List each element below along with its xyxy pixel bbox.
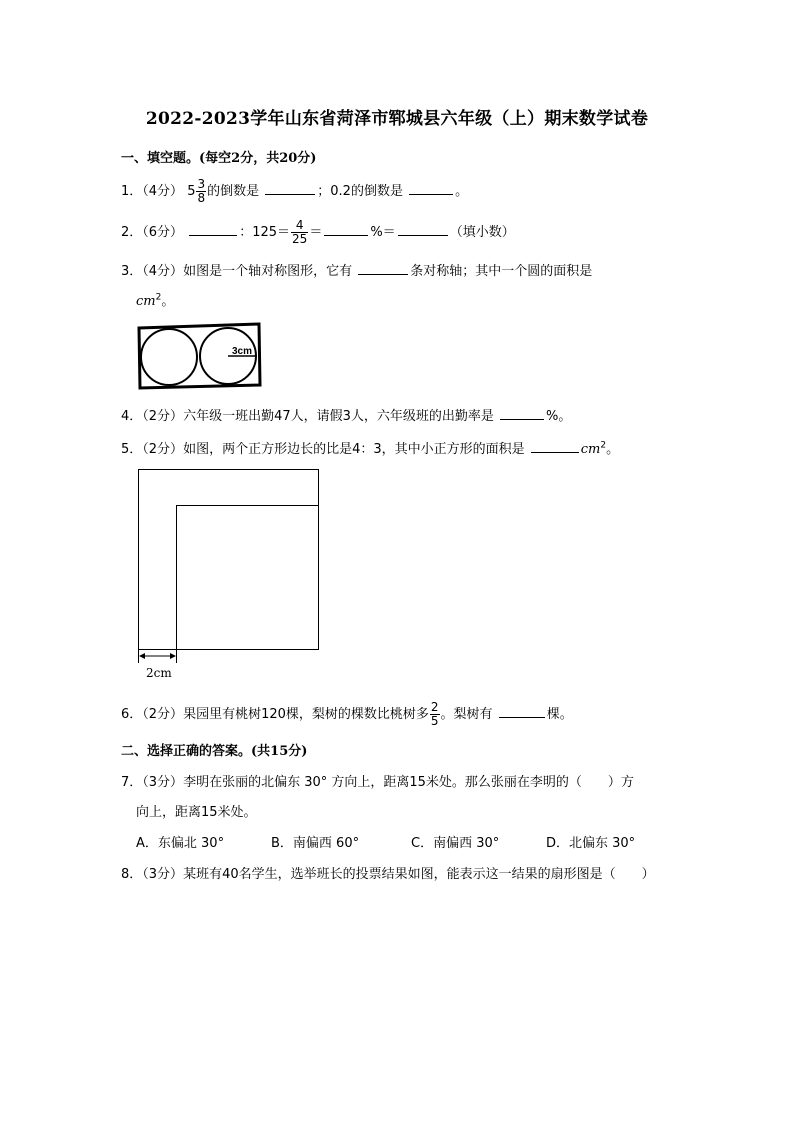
q1-text-1: 的倒数是 [207, 184, 260, 199]
q5-answer-blank[interactable] [531, 439, 579, 453]
q4-number: 4． [121, 409, 143, 424]
q1-answer-blank-2[interactable] [409, 181, 453, 195]
q3-text-1: 如图是一个轴对称图形，它有 [183, 264, 353, 279]
q1-mixed-whole: 5 [187, 184, 196, 199]
q4-answer-blank[interactable] [500, 406, 544, 420]
q5-text-1: 如图，两个正方形边长的比是4：3，其中小正方形的面积是 [183, 442, 525, 457]
q7-option-a[interactable]: A．东偏北 30° [136, 836, 225, 851]
q1-text-2: ；0.2的倒数是 [317, 184, 403, 199]
question-4 [121, 405, 571, 424]
q5-score: （2分） [142, 442, 184, 457]
q2-answer-blank-3[interactable] [398, 222, 448, 236]
q7-score: （3分） [142, 775, 184, 790]
q5-unit: cm [580, 442, 601, 457]
q6-fraction-numerator: 2 [430, 700, 439, 714]
q3-figure-label: 3cm [232, 346, 253, 357]
q7-text-1: 李明在张丽的北偏东 30° 方向上，距离15米处。那么张丽在李明的（ ）方 [183, 775, 634, 790]
q6-text-2: 。梨树有 [440, 707, 493, 722]
q5-figure-big-square [139, 470, 319, 650]
q6-answer-blank[interactable] [499, 704, 545, 718]
q7-number: 7． [121, 775, 143, 790]
q8-text-1: 某班有40名学生，选举班长的投票结果如图，能表示这一结果的扇形图是（ ） [183, 867, 655, 882]
q1-fraction [196, 178, 206, 205]
q3-figure-left-circle [141, 329, 197, 385]
q1-fraction-numerator: 3 [197, 177, 206, 191]
q2-text-2: ＝ [309, 225, 323, 240]
question-3 [121, 260, 592, 279]
q3-text-2: 条对称轴；其中一个圆的面积是 [410, 264, 593, 279]
question-5 [121, 438, 619, 457]
q6-number: 6． [121, 707, 143, 722]
q3-figure-two-circles [136, 322, 262, 390]
q3-unit-exponent: 2 [155, 292, 162, 303]
q7-option-b[interactable]: B．南偏西 60° [271, 836, 360, 851]
q5-end: 。 [606, 442, 620, 457]
q2-score: （6分） [142, 225, 184, 240]
q3-unit: cm [136, 294, 156, 309]
q7-option-c[interactable]: C．南偏西 30° [411, 836, 500, 851]
q1-score: （4分） [142, 184, 184, 199]
q2-answer-blank-1[interactable] [189, 222, 237, 236]
q2-text-3: %＝ [370, 225, 396, 240]
q8-number: 8． [121, 867, 143, 882]
q5-figure-arrow-right [170, 653, 176, 659]
q3-answer-blank-1[interactable] [358, 261, 408, 275]
q1-fraction-denominator: 8 [197, 191, 206, 205]
q2-number: 2． [121, 225, 143, 240]
q5-number: 5． [121, 442, 143, 457]
q8-score: （3分） [142, 867, 184, 882]
q6-fraction-denominator: 5 [430, 714, 439, 728]
section-1-heading: 一、填空题。(每空2分，共20分) [121, 151, 317, 166]
q4-score: （2分） [142, 409, 184, 424]
q5-figure-label: 2cm [146, 666, 172, 680]
q5-figure-arrow-left [139, 653, 145, 659]
question-1 [121, 178, 468, 205]
q5-figure-two-squares [134, 466, 324, 686]
q1-text-3: 。 [455, 184, 469, 199]
q6-score: （2分） [142, 707, 184, 722]
q6-text-1: 果园里有桃树120棵，梨树的棵数比桃树多 [183, 707, 429, 722]
q6-text-3: 棵。 [546, 707, 573, 722]
q4-text-1: 六年级一班出勤47人，请假3人，六年级班的出勤率是 [183, 409, 494, 424]
q1-answer-blank-1[interactable] [265, 181, 315, 195]
q2-text-4: （填小数） [449, 225, 515, 240]
q5-figure-small-square [177, 506, 319, 650]
section-2-heading: 二、选择正确的答案。(共15分) [121, 744, 308, 759]
q5-unit-exponent: 2 [600, 440, 607, 451]
question-6 [121, 701, 573, 728]
q6-fraction [430, 701, 440, 728]
q3-end: 。 [161, 294, 175, 309]
q3-score: （4分） [142, 264, 184, 279]
q2-text-1: ：125＝ [239, 225, 291, 240]
q7-option-d[interactable]: D．北偏东 30° [546, 836, 636, 851]
q2-answer-blank-2[interactable] [324, 222, 368, 236]
q3-number: 3． [121, 264, 143, 279]
question-7 [121, 771, 634, 790]
q2-fraction-numerator: 4 [291, 219, 308, 233]
q2-fraction [291, 219, 308, 246]
page-title: 2022-2023学年山东省菏泽市郓城县六年级（上）期末数学试卷 [145, 109, 649, 129]
q1-number: 1． [121, 184, 143, 199]
question-3-line-2 [136, 290, 174, 309]
q4-text-2: %。 [546, 409, 572, 424]
question-2 [121, 219, 515, 246]
question-7-line-2: 向上，距离15米处。 [136, 805, 257, 820]
q2-fraction-denominator: 25 [292, 232, 308, 246]
question-8 [121, 863, 655, 882]
